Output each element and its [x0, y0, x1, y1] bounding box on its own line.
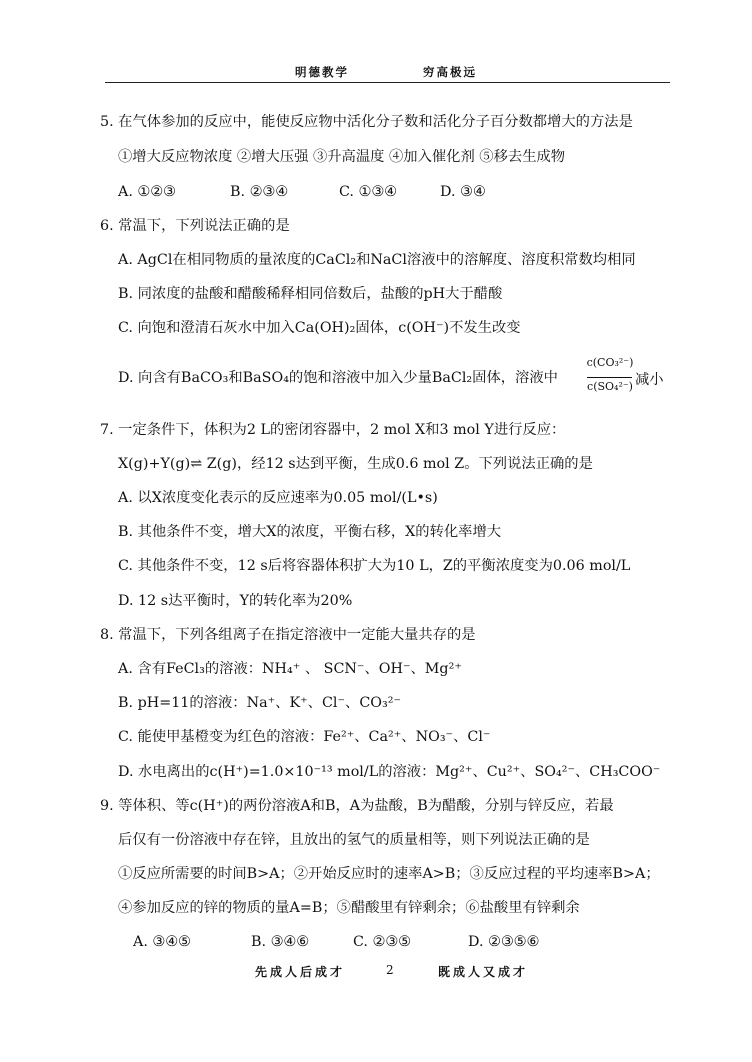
q8-option-b: B. pH=11的溶液：Na⁺、K⁺、Cl⁻、CO₃²⁻	[118, 695, 401, 711]
q5-option-b: B. ②③④	[230, 184, 289, 200]
q9-items-line1: ①反应所需要的时间B>A；②开始反应时的速率A>B；③反应过程的平均速率B>A；	[118, 866, 660, 882]
q6-fraction	[585, 354, 664, 402]
q5-option-c: C. ①③④	[339, 184, 397, 200]
q6-option-c: C. 向饱和澄清石灰水中加入Ca(OH)₂固体，c(OH⁻)不发生改变	[118, 320, 521, 336]
q8-stem: 8. 常温下，下列各组离子在指定溶液中一定能大量共存的是	[100, 627, 476, 643]
header-right-text: 穷高极远	[423, 65, 477, 79]
q9-option-d: D. ②③⑤⑥	[468, 934, 540, 950]
q7-option-b: B. 其他条件不变，增大X的浓度，平衡右移，X的转化率增大	[118, 524, 502, 540]
q6-option-d-tail: 减小	[635, 372, 664, 388]
fraction-numerator: c(CO₃²⁻)	[586, 356, 634, 369]
q7-option-a: A. 以X浓度变化表示的反应速率为0.05 mol/(L•s)	[118, 490, 438, 506]
footer-right-motto: 既成人又成才	[438, 965, 529, 979]
q7-stem: 7. 一定条件下，体积为2 L的密闭容器中，2 mol X和3 mol Y进行反应：	[100, 422, 566, 438]
footer-left-motto: 先成人后成才	[255, 965, 346, 979]
q5-option-d: D. ③④	[440, 184, 486, 200]
q9-stem-line2: 后仅有一份溶液中存在锌，且放出的氢气的质量相等，则下列说法正确的是	[118, 832, 590, 848]
q6-option-a: A. AgCl在相同物质的量浓度的CaCl₂和NaCl溶液中的溶解度、溶度积常数均相同	[118, 252, 636, 268]
q8-option-d: D. 水电离出的c(H⁺)=1.0×10⁻¹³ mol/L的溶液：Mg²⁺、Cu²⁺、SO₄²⁻、CH₃COO⁻	[118, 764, 661, 780]
q9-option-c: C. ②③⑤	[353, 934, 411, 950]
q7-equation: X(g)+Y(g)⇌ Z(g)，经12 s达到平衡，生成0.6 mol Z。下列说法正确的是	[118, 456, 593, 472]
q7-option-c: C. 其他条件不变，12 s后将容器体积扩大为10 L，Z的平衡浓度变为0.06 mol/L	[118, 558, 631, 574]
q7-option-d: D. 12 s达平衡时，Y的转化率为20%	[118, 593, 353, 609]
fraction-denominator: c(SO₄²⁻)	[587, 380, 633, 393]
header-left-text: 明德教学	[295, 65, 349, 79]
q5-option-a: A. ①②③	[118, 184, 176, 200]
q5-stem: 5. 在气体参加的反应中，能使反应物中活化分子数和活化分子百分数都增大的方法是	[100, 114, 633, 130]
q8-option-c: C. 能使甲基橙变为红色的溶液：Fe²⁺、Ca²⁺、NO₃⁻、Cl⁻	[118, 729, 491, 745]
fraction-bar	[587, 377, 632, 378]
page-number: 2	[386, 963, 394, 977]
q5-items: ①增大反应物浓度 ②增大压强 ③升高温度 ④加入催化剂 ⑤移去生成物	[118, 149, 566, 165]
q6-stem: 6. 常温下，下列说法正确的是	[100, 218, 290, 234]
q8-option-a: A. 含有FeCl₃的溶液：NH₄⁺ 、 SCN⁻、OH⁻、Mg²⁺	[118, 661, 462, 677]
q9-option-a: A. ③④⑤	[133, 934, 191, 950]
q6-option-b: B. 同浓度的盐酸和醋酸稀释相同倍数后，盐酸的pH大于醋酸	[118, 286, 503, 302]
q9-items-line2: ④参加反应的锌的物质的量A=B；⑤醋酸里有锌剩余；⑥盐酸里有锌剩余	[118, 900, 580, 916]
page-header	[105, 64, 670, 83]
q6-option-d: D. 向含有BaCO₃和BaSO₄的饱和溶液中加入少量BaCl₂固体，溶液中	[118, 370, 558, 386]
q9-stem-line1: 9. 等体积、等c(H⁺)的两份溶液A和B，A为盐酸，B为醋酸，分别与锌反应，若最	[100, 798, 614, 814]
q9-option-b: B. ③④⑥	[251, 934, 310, 950]
